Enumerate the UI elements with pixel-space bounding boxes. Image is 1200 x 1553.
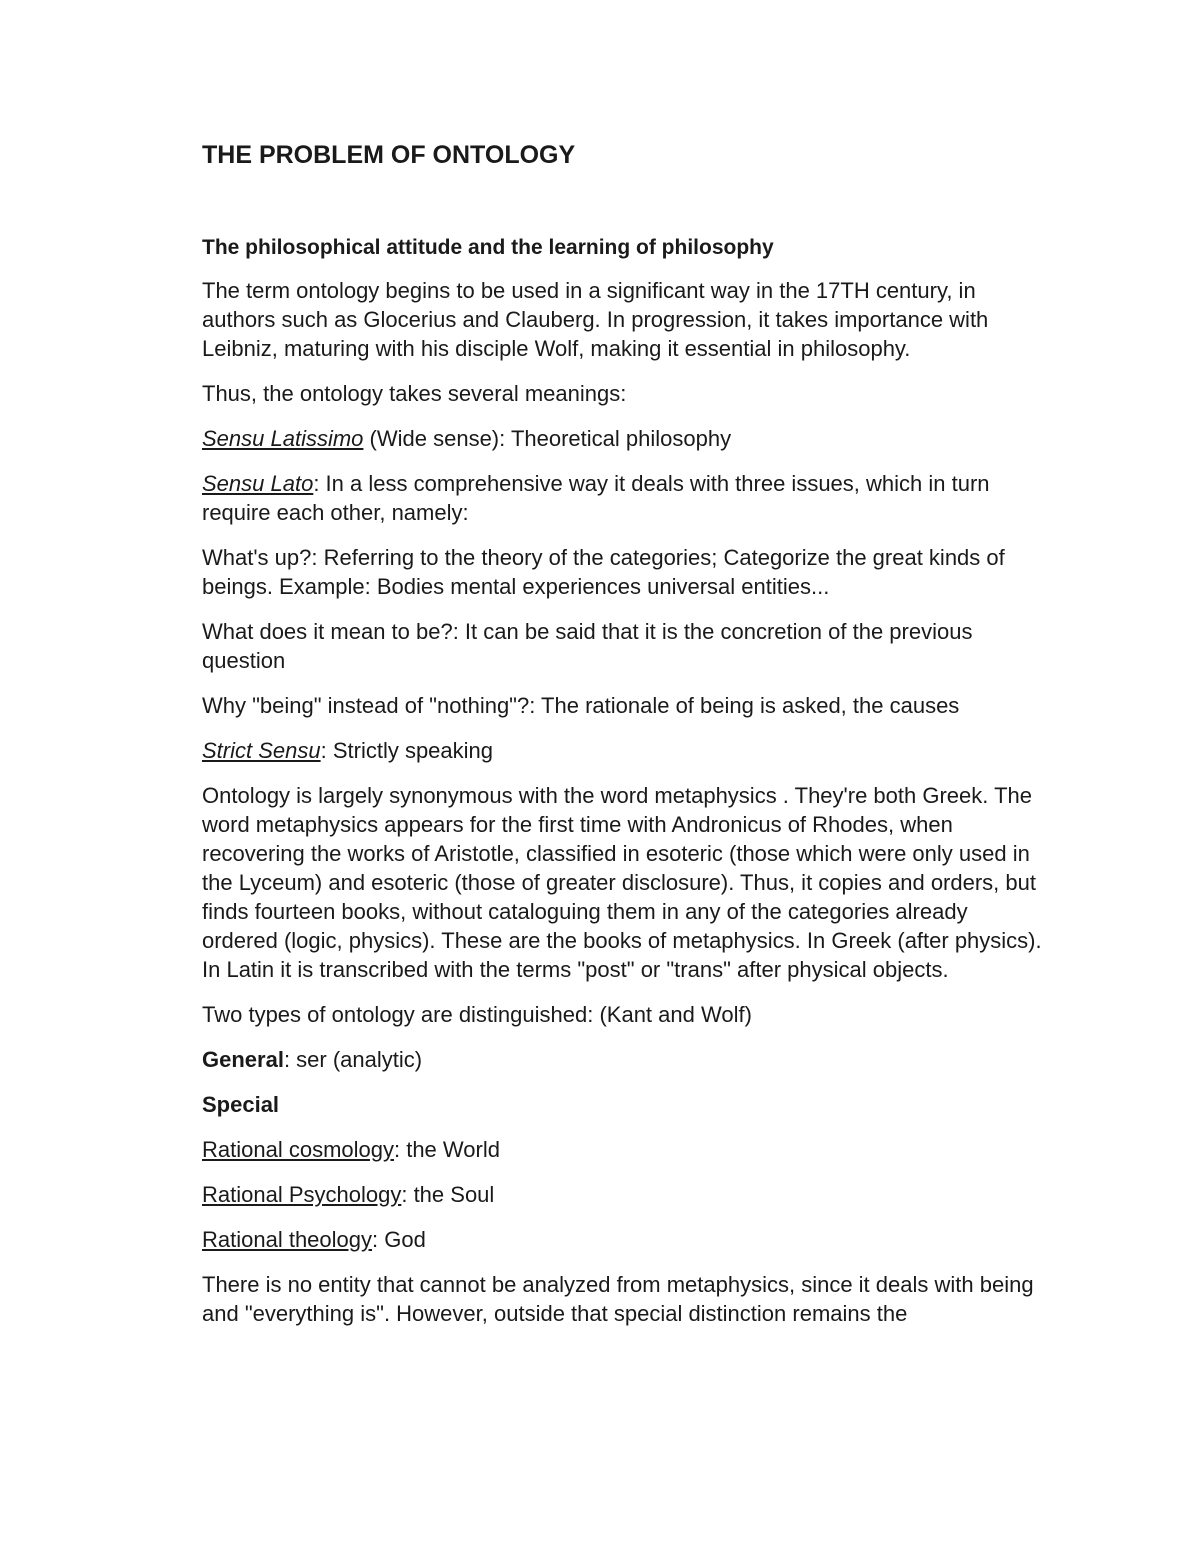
section-heading: The philosophical attitude and the learning of philosophy: [202, 236, 774, 259]
psychology-text: : the Soul: [401, 1182, 495, 1207]
question-why-being: Why "being" instead of "nothing"?: The rationale of being is asked, the causes: [202, 693, 960, 718]
meaning-strict: [202, 736, 1042, 765]
general-text: : ser (analytic): [283, 1047, 423, 1072]
document-title: THE PROBLEM OF ONTOLOGY: [202, 141, 576, 169]
general-label: General: [202, 1047, 284, 1072]
meaning-strict-text: : Strictly speaking: [320, 738, 494, 763]
document-page: [202, 138, 1042, 1328]
paragraph-meanings: Thus, the ontology takes several meanings:: [202, 381, 627, 406]
term-rational-psychology: Rational Psychology: [202, 1182, 402, 1207]
cosmology-text: : the World: [393, 1137, 500, 1162]
term-strict-sensu: Strict Sensu: [202, 738, 321, 763]
meaning-lato-text: : In a less comprehensive way it deals with three issues, which in turn require each other, namely:: [202, 471, 990, 525]
paragraph-types: Two types of ontology are distinguished: (Kant and Wolf): [202, 1002, 752, 1027]
question-what-does-it-mean: What does it mean to be?: It can be said that it is the concretion of the previous question: [202, 619, 973, 673]
theology-text: : God: [372, 1227, 426, 1252]
paragraph-last: There is no entity that cannot be analyzed from metaphysics, since it deals with being and "everything is". However, outside that special distinction remains the: [202, 1272, 1034, 1326]
special-label: Special: [202, 1092, 280, 1117]
special-cosmology: [202, 1135, 1042, 1164]
paragraph-intro: The term ontology begins to be used in a significant way in the 17TH century, in authors such as Glocerius and Clauberg. In progression, it takes importance with Leibniz, maturing with his disciple Wolf, making it essential in philosophy.: [202, 278, 989, 361]
meaning-latissimo: [202, 424, 1042, 453]
special-psychology: [202, 1180, 1042, 1209]
term-sensu-latissimo: Sensu Latissimo: [202, 426, 364, 451]
meaning-lato: [202, 469, 1042, 527]
term-sensu-lato: Sensu Lato: [202, 471, 314, 496]
term-rational-theology: Rational theology: [202, 1227, 373, 1252]
meaning-latissimo-text: (Wide sense): Theoretical philosophy: [363, 426, 732, 451]
special-theology: [202, 1225, 1042, 1254]
term-rational-cosmology: Rational cosmology: [202, 1137, 394, 1162]
question-whats-up: What's up?: Referring to the theory of the categories; Categorize the great kinds of beings. Example: Bodies mental experiences universal entities...: [202, 545, 1005, 599]
paragraph-metaphysics: Ontology is largely synonymous with the word metaphysics . They're both Greek. The word metaphysics appears for the first time with Andronicus of Rhodes, when recovering the works of Aristotle, classified in esoteric (those which were only used in the Lyceum) and esoteric (those of greater disclosure). Thus, it copies and orders, but finds fourteen books, without cataloguing them in any of the categories already ordered (logic, physics). These are the books of metaphysics. In Greek (after physics). In Latin it is transcribed with the terms "post" or "trans" after physical objects.: [202, 783, 1042, 982]
type-general: [202, 1045, 1042, 1074]
